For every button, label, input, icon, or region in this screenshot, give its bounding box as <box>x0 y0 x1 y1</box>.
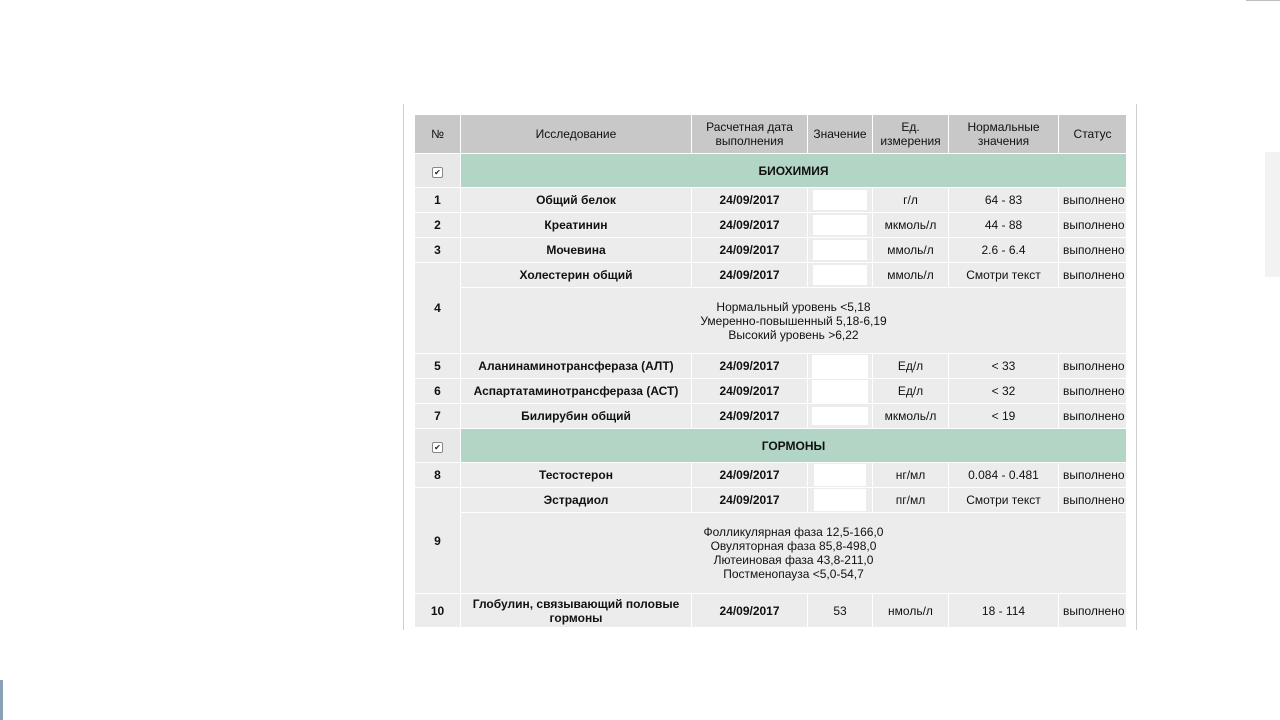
table-row <box>415 404 1127 429</box>
row-date: 24/09/2017 <box>692 263 808 288</box>
row-status: выполнено <box>1059 404 1127 429</box>
table-header-row <box>415 115 1127 154</box>
section-row-biochemistry <box>415 154 1127 188</box>
table-row <box>415 188 1127 213</box>
row-date: 24/09/2017 <box>692 188 808 213</box>
row-status: выполнено <box>1059 594 1127 628</box>
note-line: Высокий уровень >6,22 <box>728 327 859 342</box>
row-norm: < 19 <box>949 404 1059 429</box>
row-num: 5 <box>415 354 461 379</box>
row-study-name: Тестостерон <box>461 463 692 488</box>
row-date: 24/09/2017 <box>692 354 808 379</box>
row-num: 10 <box>415 594 461 628</box>
row-study-name: Аланинаминотрансфераза (АЛТ) <box>461 354 692 379</box>
section-title: БИОХИМИЯ <box>461 154 1127 188</box>
row-value: 53 <box>808 594 873 628</box>
checkbox-checked-icon[interactable]: ✔ <box>432 167 443 178</box>
row-norm: 18 - 114 <box>949 594 1059 628</box>
row-status: выполнено <box>1059 463 1127 488</box>
table-row <box>415 488 1127 513</box>
col-header-status: Статус <box>1059 115 1127 154</box>
value-field <box>813 215 867 235</box>
row-num: 3 <box>415 238 461 263</box>
row-study-name: Билирубин общий <box>461 404 692 429</box>
col-header-study: Исследование <box>461 115 692 154</box>
row-unit: пг/мл <box>873 488 949 513</box>
row-status: выполнено <box>1059 488 1127 513</box>
row-num: 9 <box>415 488 461 594</box>
row-norm: 44 - 88 <box>949 213 1059 238</box>
value-field <box>813 265 867 285</box>
value-field <box>814 489 866 511</box>
row-date: 24/09/2017 <box>692 213 808 238</box>
row-unit: ммоль/л <box>873 238 949 263</box>
row-status: выполнено <box>1059 188 1127 213</box>
row-norm: Смотри текст <box>949 263 1059 288</box>
row-value <box>808 213 873 238</box>
table-row <box>415 263 1127 288</box>
table-row <box>415 354 1127 379</box>
note-line: Фолликулярная фаза 12,5-166,0 <box>703 525 884 539</box>
row-unit: Ед/л <box>873 354 949 379</box>
table-row <box>415 594 1127 628</box>
row-num: 2 <box>415 213 461 238</box>
results-table <box>414 114 1127 628</box>
row-date: 24/09/2017 <box>692 404 808 429</box>
row-date: 24/09/2017 <box>692 488 808 513</box>
col-header-norm: Нормальные значения <box>949 115 1059 154</box>
top-right-divider <box>1246 0 1280 1</box>
row-status: выполнено <box>1059 379 1127 404</box>
section-title: ГОРМОНЫ <box>461 429 1127 463</box>
value-field <box>812 380 868 403</box>
row-unit: ммоль/л <box>873 263 949 288</box>
side-panel-tab[interactable] <box>1265 152 1280 277</box>
value-field <box>812 407 868 425</box>
note-line: Лютеиновая фаза 43,8-211,0 <box>713 553 874 567</box>
row-unit: нмоль/л <box>873 594 949 628</box>
col-header-num: № <box>415 115 461 154</box>
note-row <box>415 288 1127 354</box>
row-num: 6 <box>415 379 461 404</box>
row-value <box>808 488 873 513</box>
table-row <box>415 379 1127 404</box>
table-row <box>415 238 1127 263</box>
value-field <box>814 464 866 486</box>
row-study-name: Общий белок <box>461 188 692 213</box>
section-checkbox[interactable] <box>415 154 461 188</box>
table-row <box>415 213 1127 238</box>
section-checkbox[interactable] <box>415 429 461 463</box>
row-date: 24/09/2017 <box>692 463 808 488</box>
note-line: Овуляторная фаза 85,8-498,0 <box>710 539 877 553</box>
note-line: Умеренно-повышенный 5,18-6,19 <box>700 313 887 328</box>
reference-note <box>461 288 1127 354</box>
row-num: 4 <box>415 263 461 354</box>
col-header-date: Расчетная дата выполнения <box>692 115 808 154</box>
row-unit: нг/мл <box>873 463 949 488</box>
row-study-name: Эстрадиол <box>461 488 692 513</box>
col-header-value: Значение <box>808 115 873 154</box>
row-value <box>808 379 873 404</box>
value-field <box>812 355 868 378</box>
left-edge-bar <box>0 680 3 720</box>
row-status: выполнено <box>1059 354 1127 379</box>
row-date: 24/09/2017 <box>692 238 808 263</box>
row-norm: 0.084 - 0.481 <box>949 463 1059 488</box>
row-unit: Ед/л <box>873 379 949 404</box>
value-field <box>813 240 867 260</box>
checkbox-checked-icon[interactable]: ✔ <box>432 442 443 453</box>
row-status: выполнено <box>1059 213 1127 238</box>
row-study-name: Аспартатаминотрансфераза (АСТ) <box>461 379 692 404</box>
row-study-name: Креатинин <box>461 213 692 238</box>
row-norm: 64 - 83 <box>949 188 1059 213</box>
row-norm: 2.6 - 6.4 <box>949 238 1059 263</box>
row-norm: Смотри текст <box>949 488 1059 513</box>
row-value <box>808 238 873 263</box>
value-field <box>813 190 867 210</box>
row-norm: < 32 <box>949 379 1059 404</box>
row-study-name: Мочевина <box>461 238 692 263</box>
row-norm: < 33 <box>949 354 1059 379</box>
row-unit: г/л <box>873 188 949 213</box>
reference-note <box>461 513 1127 594</box>
row-study-name: Глобулин, связывающий половые гормоны <box>461 594 692 628</box>
row-unit: мкмоль/л <box>873 404 949 429</box>
note-line: Постменопауза <5,0-54,7 <box>723 567 864 581</box>
row-status: выполнено <box>1059 238 1127 263</box>
table-row <box>415 463 1127 488</box>
row-value <box>808 263 873 288</box>
row-value <box>808 463 873 488</box>
row-date: 24/09/2017 <box>692 594 808 628</box>
row-num: 8 <box>415 463 461 488</box>
row-value <box>808 404 873 429</box>
col-header-unit: Ед. измерения <box>873 115 949 154</box>
row-num: 1 <box>415 188 461 213</box>
row-value <box>808 188 873 213</box>
row-study-name: Холестерин общий <box>461 263 692 288</box>
note-line: Нормальный уровень <5,18 <box>716 299 871 314</box>
row-date: 24/09/2017 <box>692 379 808 404</box>
row-status: выполнено <box>1059 263 1127 288</box>
note-row <box>415 513 1127 594</box>
row-unit: мкмоль/л <box>873 213 949 238</box>
row-num: 7 <box>415 404 461 429</box>
section-row-hormones <box>415 429 1127 463</box>
row-value <box>808 354 873 379</box>
